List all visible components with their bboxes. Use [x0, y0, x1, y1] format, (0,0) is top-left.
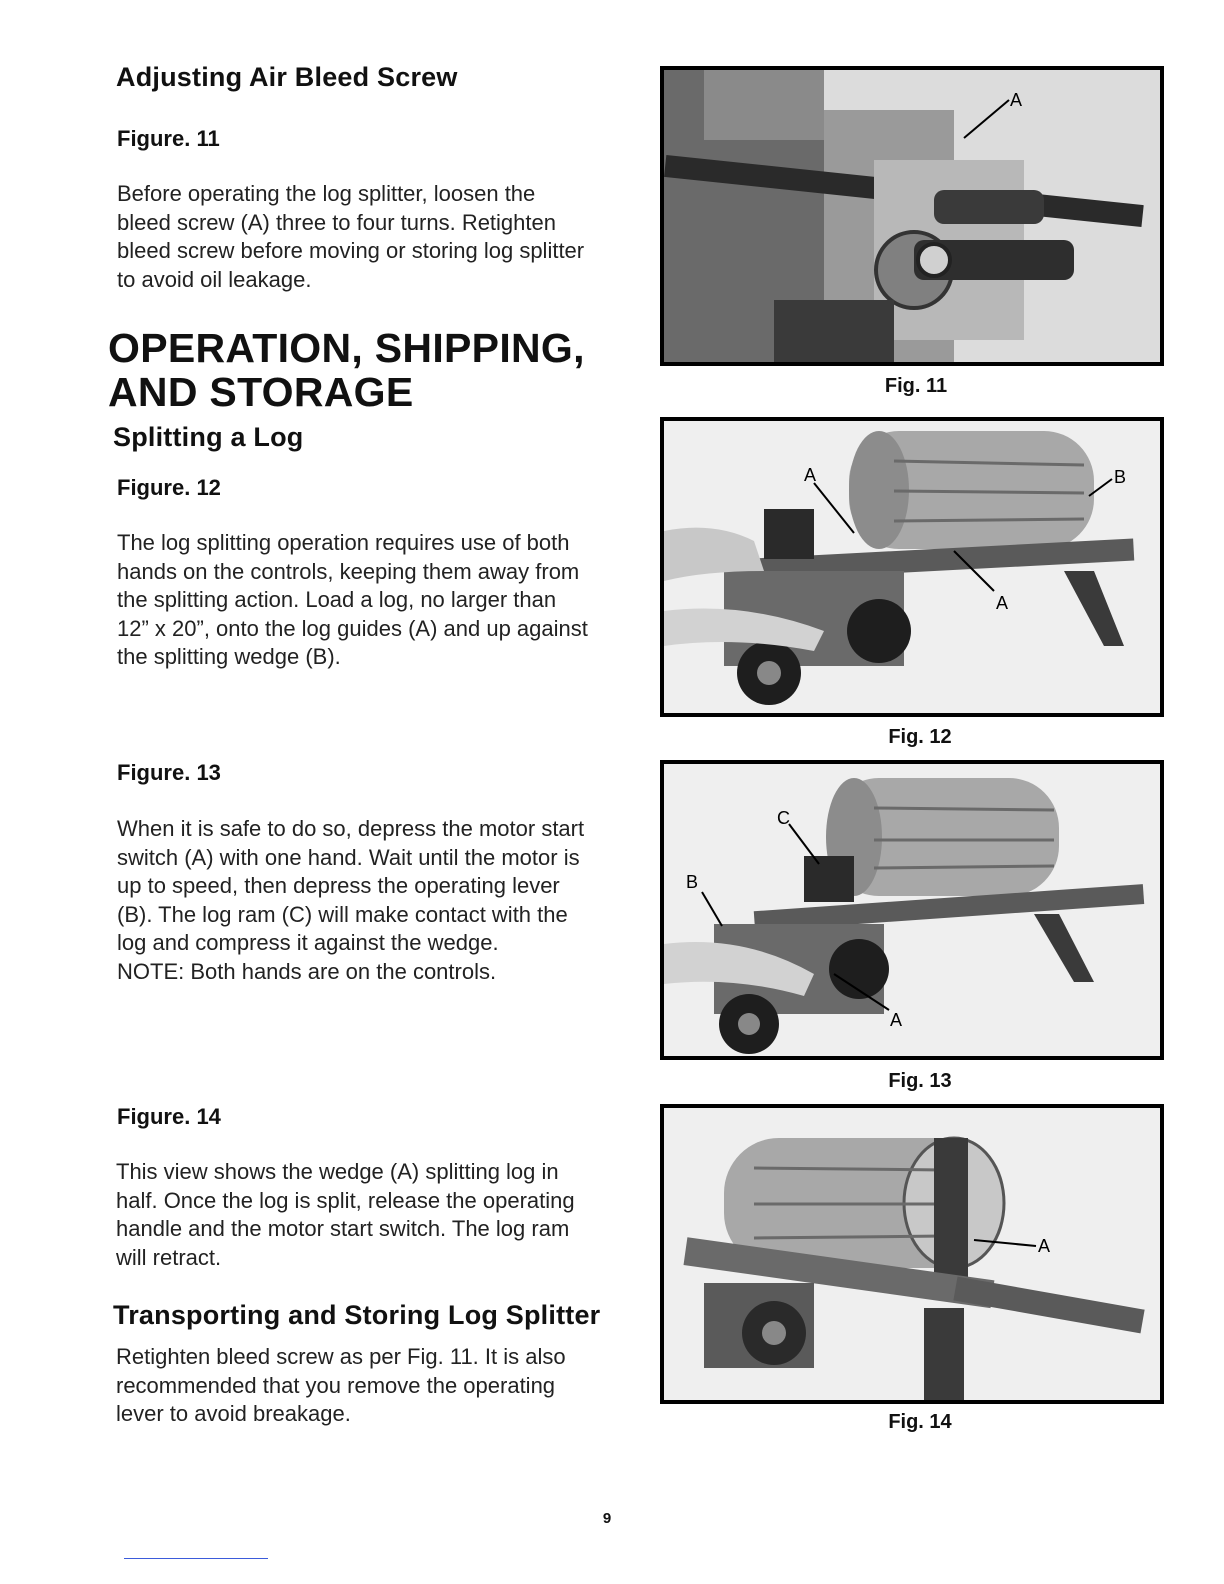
callout-label: A: [804, 465, 817, 485]
text-line: Retighten bleed screw as per Fig. 11. It is also: [116, 1344, 566, 1369]
paragraph-wedge: [116, 1158, 575, 1272]
text-line: hands on the controls, keeping them away from: [117, 558, 580, 584]
section-heading-splitting: Splitting a Log: [113, 422, 304, 452]
figure-12-caption: Fig. 12: [888, 726, 952, 748]
text-line: handle and the motor start switch. The log ram: [116, 1216, 570, 1242]
figure-13-caption: Fig. 13: [888, 1070, 952, 1092]
bleed-screw-illustration: [664, 70, 1160, 362]
text-line: (B). The log ram (C) will make contact with the: [117, 901, 568, 927]
callout-label: C: [777, 808, 790, 828]
text-line: Before operating the log splitter, loosen the: [117, 181, 536, 206]
text-line: the splitting action. Load a log, no larger than: [117, 587, 557, 613]
paragraph-transporting: [116, 1343, 566, 1429]
text-line: 12” x 20”, onto the log guides (A) and up against: [117, 615, 588, 641]
text-line: bleed screw (A) three to four turns. Retighten: [117, 209, 556, 235]
loading-log-illustration: [664, 421, 1160, 713]
text-line: lever to avoid breakage.: [116, 1401, 351, 1427]
text-line: This view shows the wedge (A) splitting log in: [116, 1159, 559, 1184]
operating-controls-illustration: [664, 764, 1160, 1056]
text-line: bleed screw before moving or storing log splitter: [117, 238, 585, 264]
figure-11-image: [660, 66, 1164, 366]
paragraph-air-bleed: [117, 180, 584, 294]
text-line: switch (A) with one hand. Wait until the motor is: [117, 844, 580, 870]
text-line: NOTE: Both hands are on the controls.: [117, 958, 497, 984]
title-line: OPERATION, SHIPPING,: [108, 325, 585, 371]
callout-label: A: [1038, 1236, 1051, 1256]
wedge-splitting-illustration: [664, 1108, 1160, 1400]
figure-14-image: [660, 1104, 1164, 1404]
callout-label: A: [996, 593, 1009, 613]
figure-ref-11: Figure. 11: [117, 126, 220, 151]
text-line: the splitting wedge (B).: [117, 644, 341, 670]
figure-14-caption: Fig. 14: [888, 1411, 952, 1433]
paragraph-splitting: [117, 529, 588, 672]
text-line: When it is safe to do so, depress the motor start: [117, 816, 585, 841]
callout-label: B: [1114, 467, 1127, 487]
title-line: AND STORAGE: [108, 369, 414, 415]
text-line: The log splitting operation requires use of both: [117, 530, 570, 555]
text-line: will retract.: [116, 1244, 222, 1270]
callout-label: A: [1010, 90, 1023, 110]
figure-ref-13: Figure. 13: [117, 760, 221, 785]
callout-label: A: [890, 1010, 903, 1030]
text-line: recommended that you remove the operating: [116, 1372, 556, 1398]
figure-ref-14: Figure. 14: [117, 1104, 221, 1129]
figure-12-image: [660, 417, 1164, 717]
text-line: half. Once the log is split, release the operating: [116, 1187, 575, 1213]
section-heading-air-bleed: Adjusting Air Bleed Screw: [116, 62, 458, 92]
footer-rule: [124, 1558, 268, 1559]
figure-13-image: [660, 760, 1164, 1060]
main-section-title: [108, 326, 585, 414]
callout-label: B: [686, 872, 699, 892]
text-line: log and compress it against the wedge.: [117, 930, 499, 956]
text-line: to avoid oil leakage.: [117, 266, 312, 292]
section-heading-transporting: Transporting and Storing Log Splitter: [113, 1300, 601, 1330]
page-number: 9: [602, 1510, 612, 1527]
text-line: up to speed, then depress the operating lever: [117, 873, 560, 899]
paragraph-motor-start: [117, 815, 584, 987]
figure-11-caption: Fig. 11: [884, 375, 948, 397]
figure-ref-12: Figure. 12: [117, 475, 221, 500]
